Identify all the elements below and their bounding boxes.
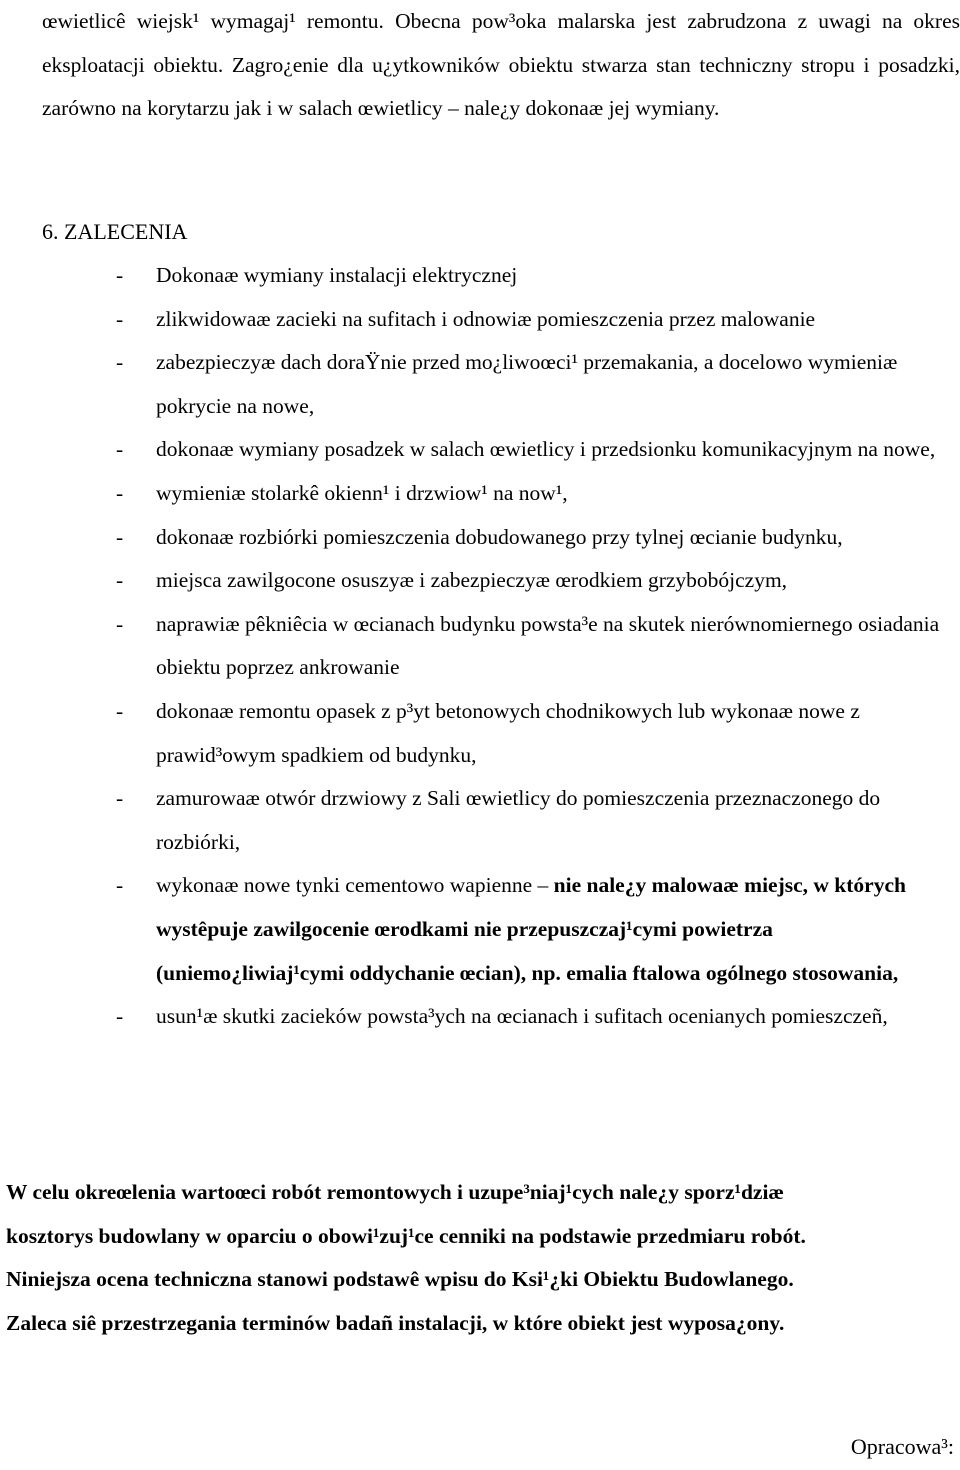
recommendation-item [0, 864, 960, 995]
bullet-dash: - [116, 306, 124, 331]
recommendation-item [0, 603, 960, 690]
recommendation-item [0, 516, 960, 560]
recommendation-item [0, 428, 960, 472]
bullet-dash: - [116, 350, 124, 375]
signature-label: Opracowa³: [850, 1434, 954, 1459]
recommendation-text: miejsca zawilgocone osuszyæ i zabezpieczyæ œrodkiem grzybobójczym, [156, 568, 788, 593]
recommendation-text: dokonaæ remontu opasek z p³yt betonowych chodnikowych lub wykonaæ nowe z prawid³owym spadkiem od budynku, [156, 698, 860, 767]
recommendation-text: zlikwidowaæ zacieki na sufitach i odnowiæ pomieszczenia przez malowanie [156, 306, 816, 331]
recommendation-text: wykonaæ nowe tynki cementowo wapienne – nie nale¿y malowaæ miejsc, w których wystêpuje zawilgocenie œrodkami nie przepuszczaj¹cymi powietrza (uniemo¿liwiaj¹cymi oddychanie œcian), np. emalia ftalowa ogólnego stosowania, [156, 873, 906, 985]
conclusion-line: kosztorys budowlany w oparciu o obowi¹zuj¹ce cenniki na podstawie przedmiaru robót. [6, 1223, 806, 1248]
recommendation-warning: nie nale¿y malowaæ miejsc, w których wystêpuje zawilgocenie œrodkami nie przepuszczaj¹cymi powietrza (uniemo¿liwiaj¹cymi oddychanie œcian), np. emalia ftalowa ogólnego stosowania, [156, 873, 906, 985]
bullet-dash: - [116, 1004, 124, 1029]
recommendation-text: wymieniæ stolarkê okienn¹ i drzwiow¹ na now¹, [156, 480, 568, 505]
bullet-dash: - [116, 480, 124, 505]
recommendation-text: zabezpieczyæ dach doraŸnie przed mo¿liwoœci¹ przemakania, a docelowo wymieniæ pokrycie na nowe, [156, 350, 898, 418]
recommendation-item [0, 690, 960, 777]
bullet-dash: - [116, 698, 124, 723]
conclusion-line: Zaleca siê przestrzegania terminów badañ instalacji, w które obiekt jest wyposa¿ony. [6, 1310, 785, 1335]
recommendation-item [0, 298, 960, 342]
recommendation-text: dokonaæ wymiany posadzek w salach œwietlicy i przedsionku komunikacyjnym na nowe, [156, 437, 936, 462]
recommendation-item [0, 777, 960, 864]
recommendation-text: Dokonaæ wymiany instalacji elektrycznej [156, 263, 518, 287]
bullet-dash: - [116, 263, 124, 287]
bullet-dash: - [116, 524, 124, 549]
bullet-dash: - [116, 437, 124, 462]
bullet-dash: - [116, 611, 124, 636]
recommendation-item [0, 254, 960, 298]
recommendations-list [0, 254, 960, 1039]
recommendation-text: usun¹æ skutki zacieków powsta³ych na œcianach i sufitach ocenianych pomieszczeñ, [156, 1004, 888, 1029]
conclusion-line: W celu okreœlenia wartoœci robót remontowych i uzupe³niaj¹cych nale¿y sporz¹dziæ [6, 1180, 784, 1204]
bullet-dash: - [116, 873, 124, 898]
intro-paragraph: œwietlicê wiejsk¹ wymagaj¹ remontu. Obecna pow³oka malarska jest zabrudzona z uwagi na okres eksploatacji obiektu. Zagro¿enie dla u¿ytkowników obiektu stwarza stan techniczny stropu i posadzki, zarówno na korytarzu jak i w salach œwietlicy – nale¿y dokonaæ jej wymiany. [42, 9, 960, 120]
recommendation-item [0, 472, 960, 516]
bullet-dash: - [116, 786, 124, 811]
recommendation-text: dokonaæ rozbiórki pomieszczenia dobudowanego przy tylnej œcianie budynku, [156, 524, 843, 549]
recommendation-item [0, 995, 960, 1039]
section-heading: 6. ZALECENIA [42, 219, 188, 244]
recommendation-item [0, 559, 960, 603]
bullet-dash: - [116, 568, 124, 593]
conclusion-line: Niniejsza ocena techniczna stanowi podstawê wpisu do Ksi¹¿ki Obiektu Budowlanego. [6, 1267, 794, 1291]
recommendation-text: naprawiæ pêkniêcia w œcianach budynku powsta³e na skutek nierównomiernego osiadania obiektu poprzez ankrowanie [156, 611, 940, 680]
recommendation-text: zamurowaæ otwór drzwiowy z Sali œwietlicy do pomieszczenia przeznaczonego do rozbiórki, [156, 786, 881, 854]
conclusion-paragraph [6, 1171, 956, 1345]
recommendation-item [0, 341, 960, 428]
